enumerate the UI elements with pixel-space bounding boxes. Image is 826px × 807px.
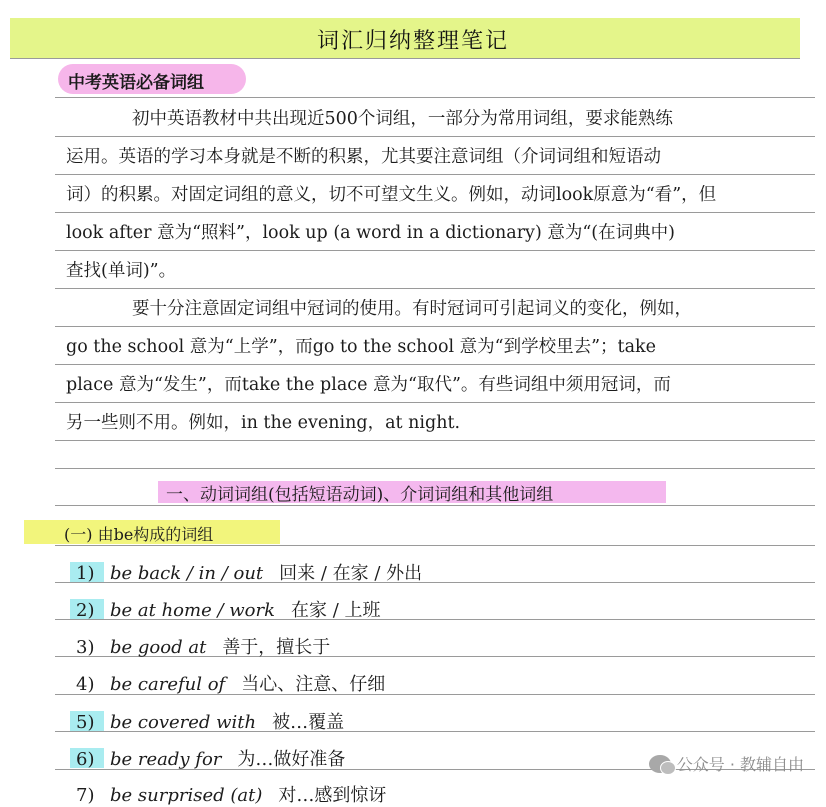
paragraph-line: 初中英语教材中共出现近500个词组，一部分为常用词组，要求能熟练 [132,109,673,129]
item-meaning: 回来 / 在家 / 外出 [279,563,423,584]
item-phrase: be good at [110,637,207,658]
ruled-line [55,468,815,469]
item-number: 2) [76,600,95,621]
item-meaning: 当心、注意、仔细 [241,674,386,695]
paragraph-line: 查找(单词)”。 [66,261,177,281]
item-meaning: 为…做好准备 [237,749,346,770]
list-item [76,596,381,622]
ruled-line [55,97,815,98]
ruled-line [55,136,815,137]
ruled-line [10,58,800,59]
item-number: 5) [76,712,95,733]
ruled-line [55,364,815,365]
list-item [76,633,330,659]
wechat-icon [649,755,671,773]
list-item [76,781,386,807]
item-number: 7) [76,785,95,806]
watermark-text: 公众号 · 教辅自由 [676,755,804,774]
page-title: 词汇归纳整理笔记 [316,29,509,54]
item-meaning: 善于，擅长于 [222,637,331,658]
section-title: 中考英语必备词组 [68,73,204,93]
item-number: 1) [76,563,95,584]
ruled-line [55,174,815,175]
ruled-line [55,250,815,251]
ruled-line [55,505,815,506]
ruled-line [55,288,815,289]
list-item [76,670,385,696]
paragraph-line: 运用。英语的学习本身就是不断的积累，尤其要注意词组（介词词组和短语动 [66,147,661,167]
item-number: 6) [76,749,95,770]
list-item [76,708,344,734]
ruled-line [55,326,815,327]
item-number: 3) [76,637,95,658]
item-meaning: 被…覆盖 [272,712,345,733]
paragraph-line: look after 意为“照料”，look up (a word in a dictionary) 意为“(在词典中) [66,223,675,243]
item-phrase: be at home / work [110,600,275,621]
item-phrase: be ready for [110,749,222,770]
paragraph-line: 另一些则不用。例如，in the evening，at night. [66,413,461,433]
watermark [649,752,804,775]
paragraph-line: go the school 意为“上学”，而go to the school 意为“到学校里去”；take [66,337,656,357]
ruled-line [55,440,815,441]
list-item [76,745,345,771]
item-phrase: be back / in / out [110,563,264,584]
item-number: 4) [76,674,95,695]
list-item [76,559,422,585]
subheading: (一) 由be构成的词组 [64,525,214,544]
ruled-line [55,212,815,213]
item-phrase: be covered with [110,712,257,733]
paragraph-line: 词）的积累。对固定词组的意义，切不可望文生义。例如，动词look原意为“看”，但 [66,185,717,205]
ruled-line [55,402,815,403]
item-phrase: be surprised (at) [110,785,263,806]
item-meaning: 对…感到惊讶 [278,785,387,806]
paragraph-line: place 意为“发生”，而take the place 意为“取代”。有些词组中须用冠词，而 [66,375,671,395]
section-heading: 一、动词词组(包括短语动词)、介词词组和其他词组 [166,485,554,505]
ruled-line [55,545,815,546]
paragraph-line: 要十分注意固定词组中冠词的使用。有时冠词可引起词义的变化，例如， [132,299,692,319]
item-meaning: 在家 / 上班 [291,600,381,621]
item-phrase: be careful of [110,674,226,695]
